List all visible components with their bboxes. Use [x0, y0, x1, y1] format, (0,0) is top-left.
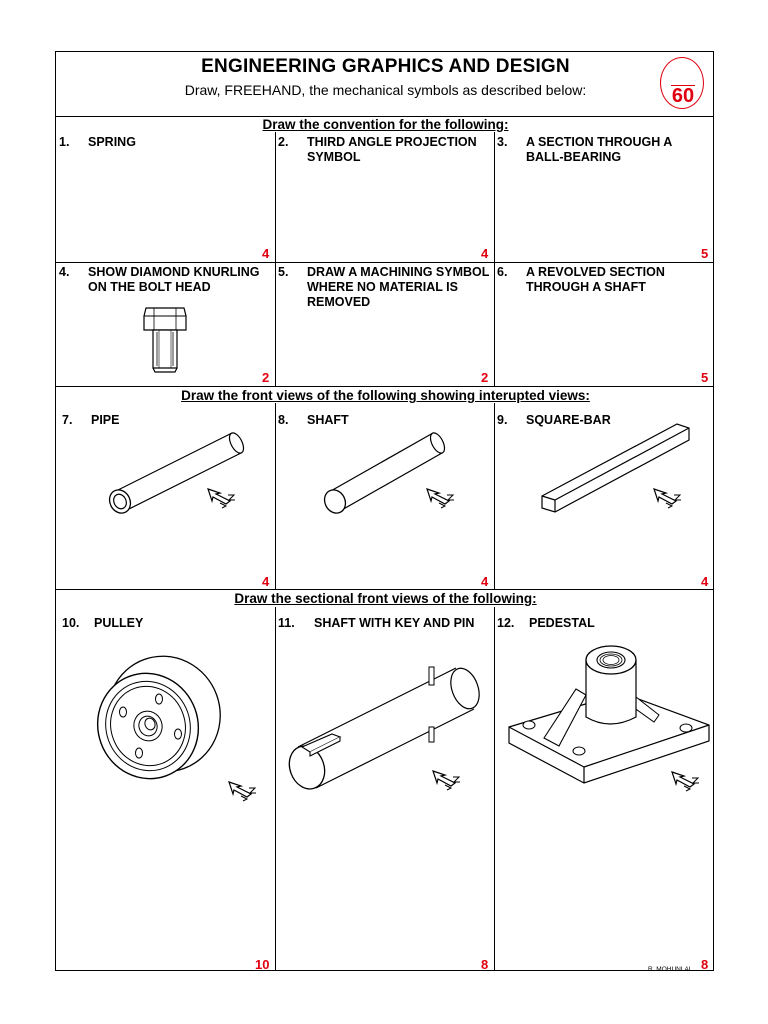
item-marks: 8: [481, 957, 489, 972]
pipe-drawing: [106, 427, 256, 527]
divider: [275, 607, 276, 971]
item-text: A REVOLVED SECTION THROUGH A SHAFT: [526, 265, 665, 294]
item-marks: 10: [255, 957, 270, 972]
item-3: 3. A SECTION THROUGH A BALL-BEARING: [497, 135, 673, 164]
divider: [494, 607, 495, 971]
item-10: 10. PULLEY: [62, 616, 144, 630]
total-marks: 60: [671, 85, 695, 107]
divider: [56, 386, 713, 387]
item-marks: 5: [701, 370, 709, 385]
item-text: SHOW DIAMOND KNURLING ON THE BOLT HEAD: [88, 265, 260, 294]
author-credit: R. MOHUNLAL: [648, 966, 693, 973]
view-direction-arrow-icon: [652, 485, 687, 510]
item-marks: 8: [701, 957, 709, 972]
divider: [275, 132, 276, 386]
total-marks-badge: [660, 57, 704, 109]
bolt-drawing: [136, 302, 196, 377]
item-text: SQUARE-BAR: [526, 413, 611, 427]
shaft-drawing: [321, 427, 471, 527]
item-marks: 4: [262, 246, 270, 261]
item-text: SHAFT WITH KEY AND PIN: [314, 616, 475, 630]
item-marks: 4: [481, 574, 489, 589]
item-text: PEDESTAL: [529, 616, 595, 630]
section-heading: Draw the sectional front views of the following:: [234, 591, 537, 606]
item-1: 1. SPRING: [59, 135, 136, 149]
view-direction-arrow-icon: [670, 768, 705, 793]
item-4: 4. SHOW DIAMOND KNURLING ON THE BOLT HEAD: [59, 265, 260, 294]
item-text: SHAFT: [307, 413, 349, 427]
item-text: PIPE: [91, 413, 120, 427]
section-heading: Draw the front views of the following showing interupted views:: [181, 388, 590, 403]
page-title: ENGINEERING GRAPHICS AND DESIGN: [201, 56, 570, 77]
item-text: DRAW A MACHINING SYMBOL WHERE NO MATERIAL IS REMOVED: [307, 265, 490, 309]
item-8: 8. SHAFT: [278, 413, 349, 427]
pulley-drawing: [92, 652, 242, 792]
item-6: 6. A REVOLVED SECTION THROUGH A SHAFT: [497, 265, 665, 294]
divider: [56, 589, 713, 590]
item-12: 12. PEDESTAL: [497, 616, 595, 630]
divider: [494, 403, 495, 589]
view-direction-arrow-icon: [431, 767, 466, 792]
item-text: SPRING: [88, 135, 136, 149]
item-11: 11. SHAFT WITH KEY AND PIN: [278, 616, 475, 630]
item-7: 7. PIPE: [62, 413, 120, 427]
item-text: THIRD ANGLE PROJECTION SYMBOL: [307, 135, 477, 164]
divider: [56, 262, 713, 263]
item-text: A SECTION THROUGH A BALL-BEARING: [526, 135, 673, 164]
item-5: 5. DRAW A MACHINING SYMBOL WHERE NO MATERIAL IS REMOVED: [278, 265, 490, 309]
item-marks: 5: [701, 246, 709, 261]
item-text: PULLEY: [94, 616, 144, 630]
view-direction-arrow-icon: [206, 485, 241, 510]
divider: [275, 403, 276, 589]
item-marks: 2: [262, 370, 270, 385]
divider: [494, 132, 495, 386]
section-heading: Draw the convention for the following:: [262, 117, 509, 132]
item-marks: 4: [701, 574, 709, 589]
item-marks: 4: [481, 246, 489, 261]
item-marks: 4: [262, 574, 270, 589]
item-9: 9. SQUARE-BAR: [497, 413, 611, 427]
worksheet: [55, 51, 714, 971]
view-direction-arrow-icon: [227, 778, 262, 803]
view-direction-arrow-icon: [425, 485, 460, 510]
page-instructions: Draw, FREEHAND, the mechanical symbols as described below:: [184, 82, 587, 98]
square-bar-drawing: [539, 422, 699, 532]
item-2: 2. THIRD ANGLE PROJECTION SYMBOL: [278, 135, 477, 164]
item-marks: 2: [481, 370, 489, 385]
